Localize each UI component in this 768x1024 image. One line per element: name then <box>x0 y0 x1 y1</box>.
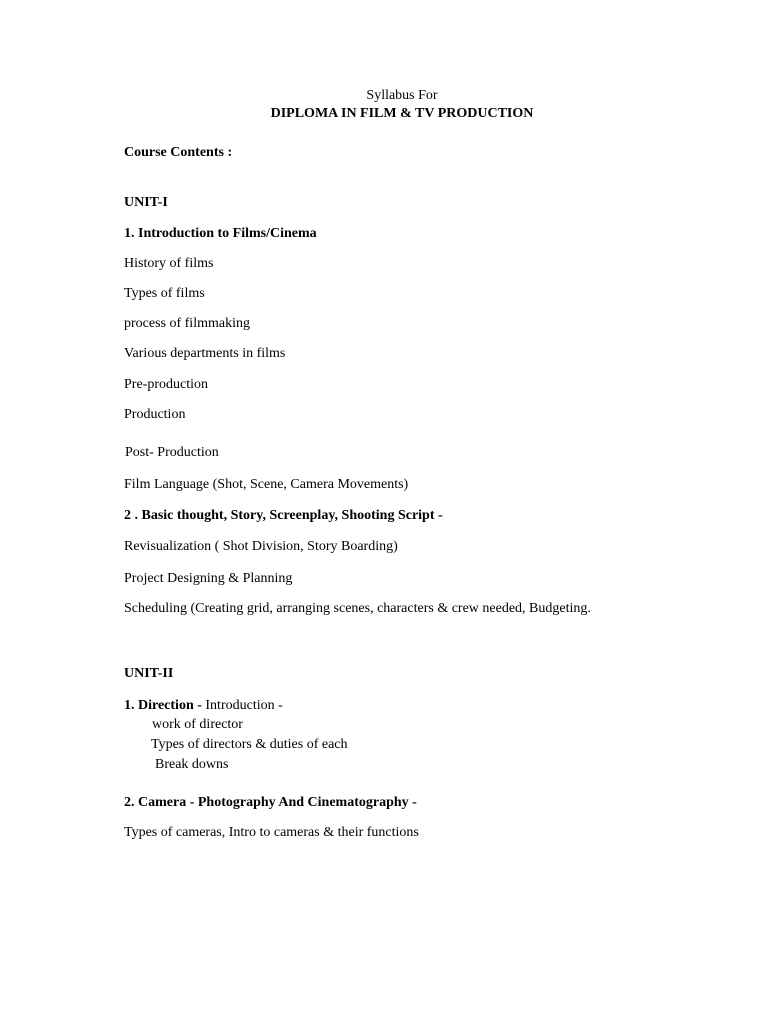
list-item: Project Designing & Planning <box>124 571 293 586</box>
list-item: Types of films <box>124 286 205 301</box>
unit-2-section-1-heading <box>124 698 283 714</box>
unit-2-section-2-heading: 2. Camera - Photography And Cinematography - <box>124 795 417 810</box>
list-item: History of films <box>124 256 214 271</box>
direction-heading-bold: 1. Direction - <box>124 698 202 713</box>
unit-1-heading: UNIT-I <box>124 195 168 210</box>
list-item: Various departments in films <box>124 346 286 361</box>
list-item: Break downs <box>155 757 229 772</box>
title-line-2: DIPLOMA IN FILM & TV PRODUCTION <box>270 106 534 121</box>
list-item: Pre-production <box>124 377 208 392</box>
list-item: Production <box>124 407 186 422</box>
unit-2-heading: UNIT-II <box>124 666 174 681</box>
course-contents-label: Course Contents : <box>124 145 233 160</box>
list-item: process of filmmaking <box>124 316 250 331</box>
list-item: Scheduling (Creating grid, arranging scenes, characters & crew needed, Budgeting. <box>124 601 591 616</box>
list-item: Types of cameras, Intro to cameras & their functions <box>124 825 419 840</box>
list-item: Revisualization ( Shot Division, Story Boarding) <box>124 539 398 554</box>
unit-1-section-2-heading: 2 . Basic thought, Story, Screenplay, Shooting Script - <box>124 508 443 523</box>
list-item: work of director <box>152 717 243 732</box>
list-item: Post- Production <box>125 445 219 460</box>
title-line-1: Syllabus For <box>366 88 438 103</box>
unit-1-section-1-heading: 1. Introduction to Films/Cinema <box>124 226 317 241</box>
list-item: Types of directors & duties of each <box>151 737 348 752</box>
direction-heading-rest: Introduction - <box>201 698 283 713</box>
list-item: Film Language (Shot, Scene, Camera Movements) <box>124 477 409 492</box>
